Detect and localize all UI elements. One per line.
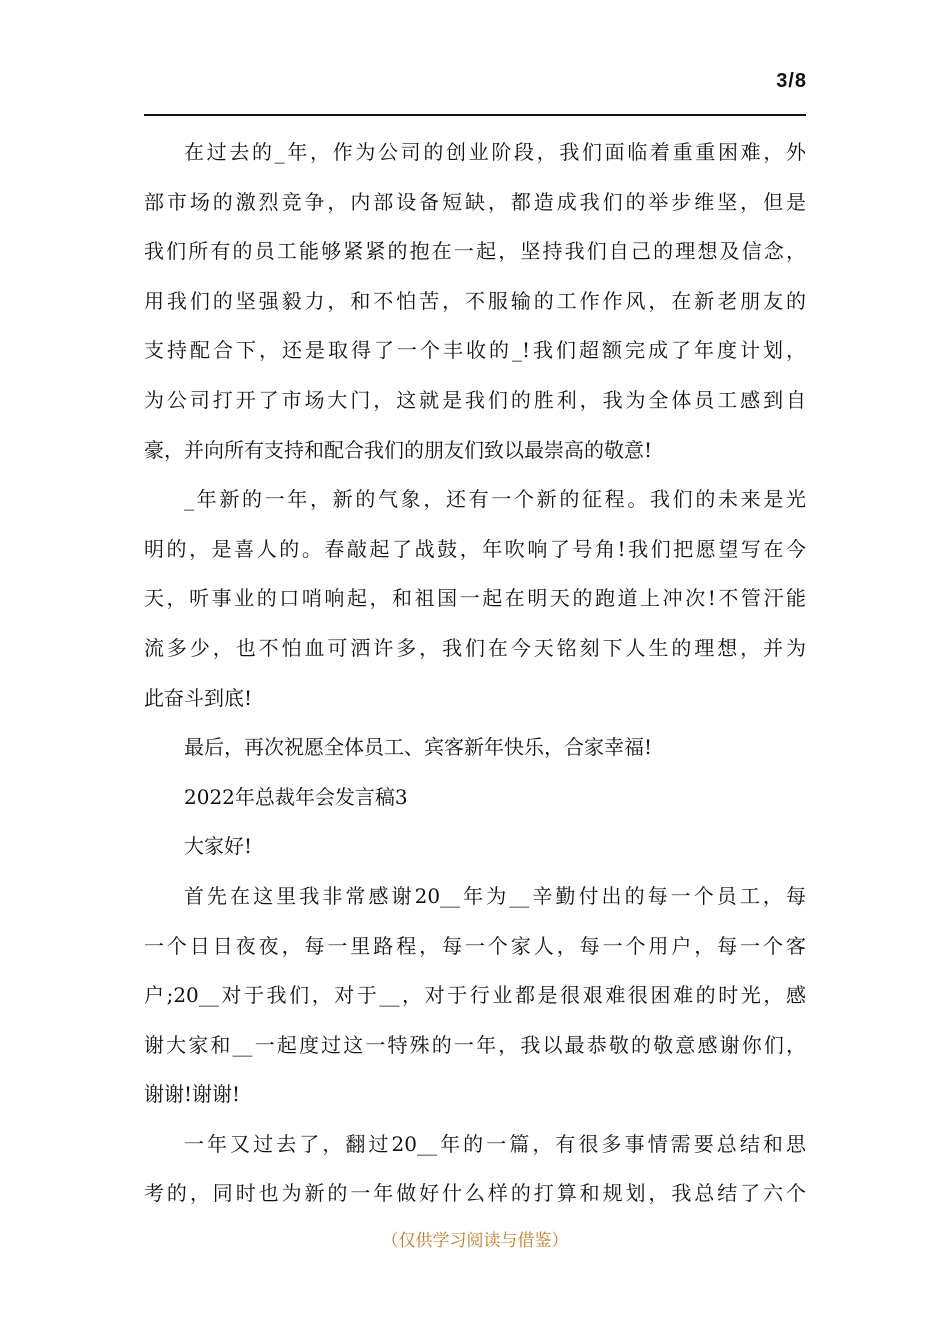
text-line: _年新的一年，新的气象，还有一个新的征程。我们的未来是光 [184, 487, 806, 512]
paragraph-new-year [144, 475, 806, 723]
text-line: 此奋斗到底! [144, 685, 253, 710]
document-body [144, 128, 806, 1219]
paragraph-greeting [144, 822, 806, 872]
footer-note: （仅供学习阅读与借鉴） [381, 1231, 569, 1251]
text-line: 户;20__对于我们，对于__，对于行业都是很艰难很困难的时光，感 [144, 983, 806, 1008]
text-line: 一个日日夜夜，每一里路程，每一个家人，每一个用户，每一个客 [144, 933, 806, 958]
text-line: 谢谢!谢谢! [144, 1082, 241, 1107]
text-line: 部市场的激烈竞争，内部设备短缺，都造成我们的举步维坚，但是 [144, 189, 806, 214]
paragraph-summary [144, 1120, 806, 1219]
paragraph-closing-wishes [144, 723, 806, 773]
page-number: 3/8 [776, 70, 807, 92]
text-line: 支持配合下，还是取得了一个丰收的_!我们超额完成了年度计划， [144, 338, 806, 363]
text-line: 2022年总裁年会发言稿3 [184, 784, 408, 809]
text-line: 明的，是喜人的。春敲起了战鼓，年吹响了号角!我们把愿望写在今 [144, 536, 806, 561]
header-divider [144, 114, 806, 116]
section-title [144, 773, 806, 823]
text-line: 我们所有的员工能够紧紧的抱在一起，坚持我们自己的理想及信念， [144, 239, 806, 264]
text-line: 豪，并向所有支持和配合我们的朋友们致以最崇高的敬意! [144, 437, 653, 462]
text-line: 流多少，也不怕血可洒许多，我们在今天铭刻下人生的理想，并为 [144, 635, 806, 660]
text-line: 最后，再次祝愿全体员工、宾客新年快乐，合家幸福! [184, 735, 653, 760]
paragraph-year-review [144, 128, 806, 475]
text-line: 考的，同时也为新的一年做好什么样的打算和规划，我总结了六个 [144, 1181, 806, 1206]
text-line: 首先在这里我非常感谢20__年为__辛勤付出的每一个员工，每 [184, 883, 806, 908]
text-line: 在过去的_年，作为公司的创业阶段，我们面临着重重困难，外 [184, 140, 806, 164]
text-line: 用我们的坚强毅力，和不怕苦，不服输的工作作风，在新老朋友的 [144, 288, 806, 313]
paragraph-thanks [144, 872, 806, 1120]
text-line: 一年又过去了，翻过20__年的一篇，有很多事情需要总结和思 [184, 1131, 806, 1156]
text-line: 谢大家和__一起度过这一特殊的一年，我以最恭敬的敬意感谢你们， [144, 1032, 806, 1057]
text-line: 大家好! [184, 834, 253, 859]
text-line: 为公司打开了市场大门，这就是我们的胜利，我为全体员工感到自 [144, 387, 806, 412]
text-line: 天，听事业的口哨响起，和祖国一起在明天的跑道上冲次!不管汗能 [144, 586, 806, 611]
